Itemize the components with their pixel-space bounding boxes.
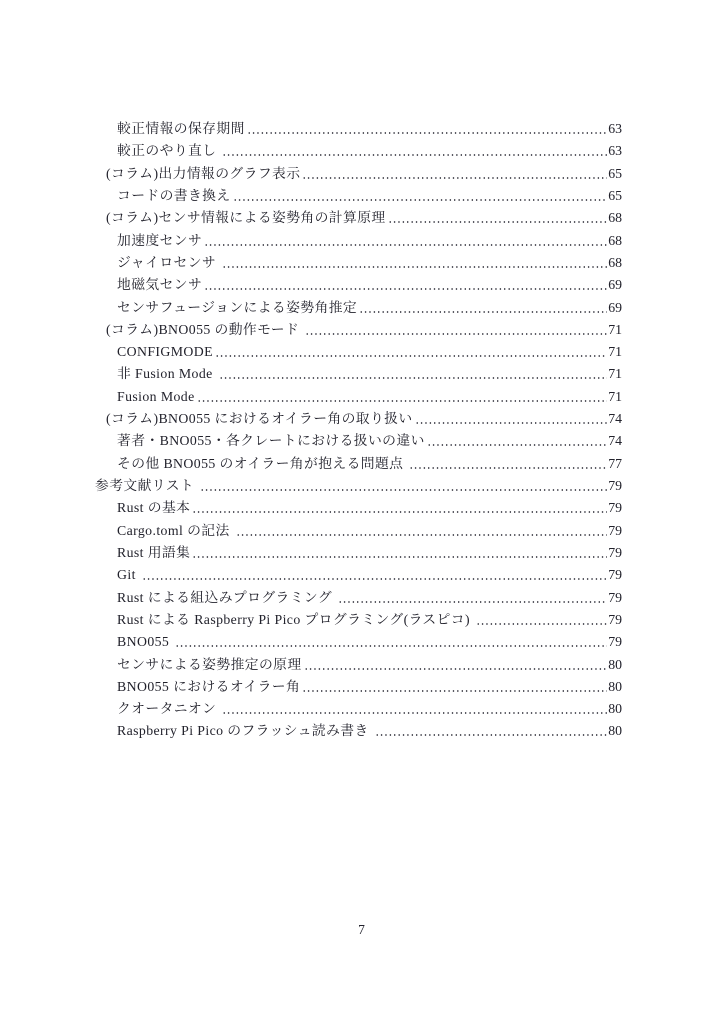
toc-entry-title: CONFIGMODE [117, 344, 213, 360]
toc-entry-page: 79 [608, 611, 622, 627]
toc-entry-page: 80 [608, 701, 622, 717]
toc-entry-title: Raspberry Pi Pico のフラッシュ読み書き [117, 723, 373, 739]
toc-entry-title: クオータニオン [117, 701, 221, 717]
toc-dot-leader [476, 609, 607, 631]
toc-entry-title: その他 BNO055 のオイラー角が抱える問題点 [117, 455, 408, 471]
toc-dot-leader [305, 319, 607, 341]
toc-entry-page: 79 [608, 634, 622, 650]
toc-entry-title: (コラム)BNO055 におけるオイラー角の取り扱い [106, 411, 413, 427]
toc-entry[interactable] [0, 564, 723, 586]
toc-entry[interactable] [0, 408, 723, 430]
toc-dot-leader [388, 207, 608, 229]
toc-entry-title: センサフュージョンによる姿勢角推定 [117, 299, 358, 315]
toc-entry[interactable] [0, 319, 723, 341]
toc-dot-leader [142, 564, 608, 586]
toc-entry[interactable] [0, 430, 723, 452]
toc-entry-title: Cargo.toml の記法 [117, 522, 234, 538]
toc-dot-leader [247, 118, 607, 140]
toc-entry-page: 74 [608, 411, 622, 427]
toc-entry-title: 非 Fusion Mode [117, 366, 217, 382]
toc-dot-leader [200, 475, 607, 497]
toc-entry-title: 較正情報の保存期間 [117, 121, 245, 136]
toc-dot-leader [236, 520, 608, 542]
toc-entry-page: 65 [608, 187, 622, 203]
toc-entry-title: センサによる姿勢推定の原理 [117, 656, 302, 672]
toc-entry[interactable] [0, 163, 723, 185]
toc-entry[interactable] [0, 475, 723, 497]
toc-entry-title: 著者・BNO055・各クレートにおける扱いの違い [117, 433, 425, 449]
toc-dot-leader [409, 453, 607, 475]
toc-entry-page: 69 [608, 277, 622, 293]
toc-entry-page: 71 [608, 366, 622, 382]
toc-dot-leader [192, 542, 607, 564]
toc-dot-leader [427, 430, 607, 452]
toc-entry[interactable] [0, 520, 723, 542]
toc-dot-leader [222, 140, 607, 162]
toc-entry[interactable] [0, 609, 723, 631]
toc-list [0, 118, 723, 743]
toc-entry-title: Git [117, 567, 140, 583]
toc-entry[interactable] [0, 497, 723, 519]
toc-dot-leader [222, 698, 607, 720]
toc-dot-leader [359, 297, 607, 319]
toc-entry-title: Rust の基本 [117, 500, 191, 516]
toc-dot-leader [375, 720, 608, 742]
toc-entry-page: 79 [608, 567, 622, 583]
toc-entry[interactable] [0, 140, 723, 162]
toc-entry[interactable] [0, 207, 723, 229]
toc-dot-leader [215, 341, 607, 363]
toc-dot-leader [204, 274, 607, 296]
toc-entry[interactable] [0, 252, 723, 274]
toc-entry-page: 79 [608, 522, 622, 538]
toc-dot-leader [302, 163, 607, 185]
toc-dot-leader [219, 363, 608, 385]
toc-entry-page: 79 [608, 500, 622, 516]
toc-entry[interactable] [0, 453, 723, 475]
toc-entry-page: 80 [608, 656, 622, 672]
toc-entry-page: 68 [608, 232, 622, 248]
toc-entry-page: 74 [608, 433, 622, 449]
toc-entry[interactable] [0, 230, 723, 252]
toc-entry-page: 80 [608, 723, 622, 739]
toc-entry-page: 63 [608, 121, 622, 136]
toc-dot-leader [302, 676, 607, 698]
toc-dot-leader [175, 631, 607, 653]
toc-entry-page: 79 [608, 478, 622, 493]
toc-entry[interactable] [0, 654, 723, 676]
toc-entry-title: (コラム)BNO055 の動作モード [106, 321, 303, 337]
toc-entry-title: Fusion Mode [117, 388, 195, 404]
toc-dot-leader [338, 587, 607, 609]
toc-entry[interactable] [0, 297, 723, 319]
toc-entry-page: 68 [608, 210, 622, 226]
toc-entry-title: 地磁気センサ [117, 277, 203, 293]
toc-entry-page: 80 [608, 678, 622, 694]
toc-entry-title: ジャイロセンサ [117, 254, 220, 270]
toc-entry[interactable] [0, 274, 723, 296]
toc-entry-page: 71 [608, 344, 622, 360]
toc-entry[interactable] [0, 363, 723, 385]
toc-entry-title: コードの書き換え [117, 187, 231, 203]
toc-entry[interactable] [0, 587, 723, 609]
toc-entry[interactable] [0, 720, 723, 742]
toc-entry-title: BNO055 におけるオイラー角 [117, 678, 301, 694]
toc-entry-title: Rust による Raspberry Pi Pico プログラミング(ラスピコ) [117, 611, 474, 627]
toc-entry-title: 加速度センサ [117, 232, 203, 248]
toc-entry-page: 63 [608, 143, 622, 159]
page-number: 7 [358, 922, 365, 937]
toc-entry-page: 79 [608, 589, 622, 605]
toc-entry-title: 参考文献リスト [95, 478, 198, 493]
toc-entry-title: (コラム)出力情報のグラフ表示 [106, 165, 301, 181]
toc-dot-leader [197, 386, 608, 408]
toc-entry-page: 71 [608, 321, 622, 337]
toc-entry-title: BNO055 [117, 634, 174, 650]
toc-dot-leader [415, 408, 608, 430]
toc-dot-leader [233, 185, 608, 207]
toc-entry-title: (コラム)センサ情報による姿勢角の計算原理 [106, 210, 386, 226]
toc-entry[interactable] [0, 386, 723, 408]
toc-entry[interactable] [0, 341, 723, 363]
toc-entry-page: 77 [608, 455, 622, 471]
toc-entry[interactable] [0, 698, 723, 720]
toc-entry-page: 69 [608, 299, 622, 315]
toc-entry-page: 71 [608, 388, 622, 404]
toc-entry[interactable] [0, 118, 723, 140]
toc-dot-leader [304, 654, 608, 676]
toc-entry-title: 較正のやり直し [117, 143, 221, 159]
toc-entry-title: Rust による組込みプログラミング [117, 589, 336, 605]
toc-dot-leader [192, 497, 607, 519]
toc-dot-leader [222, 252, 607, 274]
toc-entry-title: Rust 用語集 [117, 544, 191, 560]
toc-entry[interactable] [0, 542, 723, 564]
toc-entry-page: 68 [608, 254, 622, 270]
toc-entry-page: 65 [608, 165, 622, 181]
toc-entry[interactable] [0, 185, 723, 207]
toc-entry-page: 79 [608, 544, 622, 560]
toc-entry[interactable] [0, 676, 723, 698]
toc-dot-leader [204, 230, 607, 252]
toc-entry[interactable] [0, 631, 723, 653]
